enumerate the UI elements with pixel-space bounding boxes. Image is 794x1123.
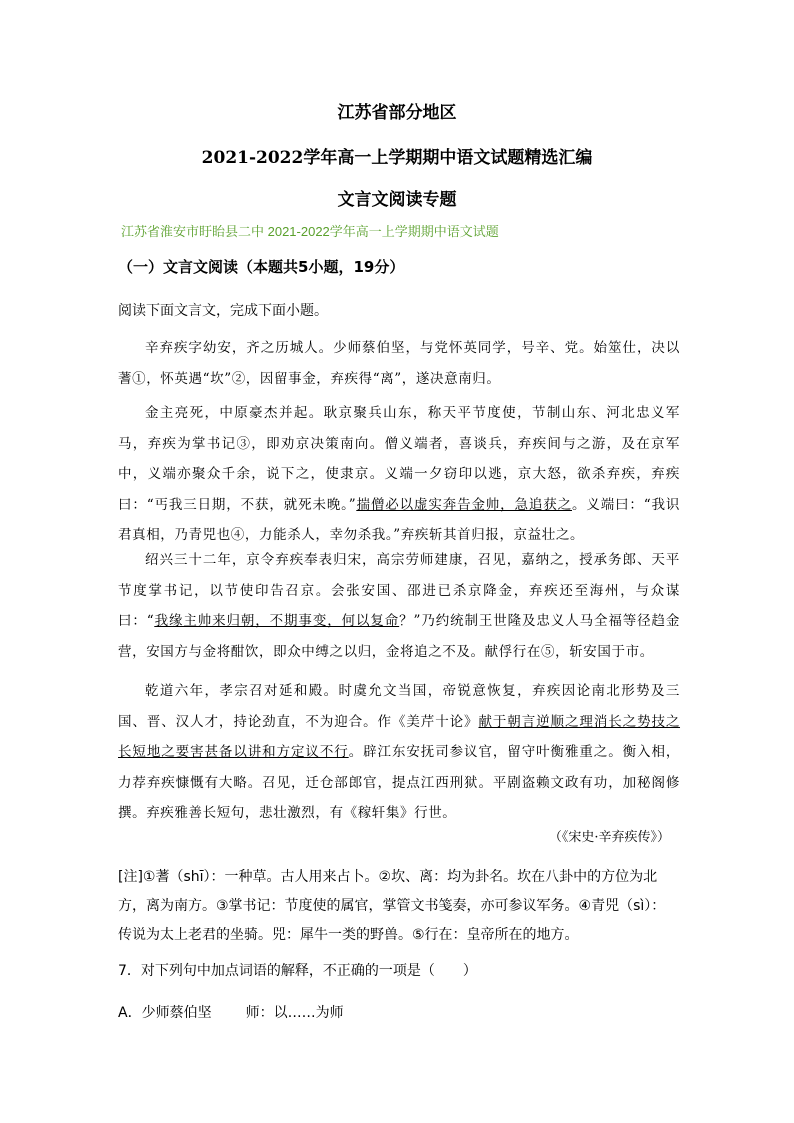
document-title-topic: 文言文阅读专题 xyxy=(337,190,457,210)
passage-text: 绍兴三十二年，京令弃疾奉表归宋，高宗劳师建康，召见，嘉纳之，授承务郎、天平节度掌书记，以节使印告召京。会张安国、邵进已杀京降金，弃疾还至海州，与众谋曰：“ xyxy=(118,552,680,629)
underlined-sentence: 揣僧必以虚实奔告金帅，急追获之 xyxy=(356,496,572,513)
passage-citation: （《宋史·辛弃疾传》） xyxy=(548,830,670,845)
option-a-gloss: 师：以……为师 xyxy=(245,1005,344,1021)
passage-text: 辛弃疾字幼安，齐之历城人。少师蔡伯坚，与党怀英同学，号辛、党。始筮仕，决以蓍①，怀英遇“坎”②，因留事金，弃疾得“离”，遂决意南归。 xyxy=(118,340,680,387)
passage-paragraph-1 xyxy=(118,333,680,394)
annotation-notes: [注]①蓍（shī）：一种草。古人用来占卜。②坎、离：均为卦名。坎在八卦中的方位为北方，离为南方。③掌书记：节度使的属官，掌管文书笺奏，亦可参议军务。④青兕（sì）：传说为太上老君的坐骑。兕：犀牛一类的野兽。⑤行在：皇帝所在的地方。 xyxy=(118,869,666,943)
underlined-sentence: 我缘主帅来归朝，不期事变，何以复命 xyxy=(154,613,400,629)
document-title-region: 江苏省部分地区 xyxy=(337,103,457,123)
section-heading: （一）文言文阅读（本题共5小题，19分） xyxy=(118,258,405,276)
underlined-sentence: 献于朝言逆顺之理消长之势技之长短地之要害甚备以讲和方定议不行 xyxy=(118,713,681,760)
document-title-exam: 2021-2022学年高一上学期期中语文试题精选汇编 xyxy=(201,148,593,168)
question-7-option-a xyxy=(118,1002,344,1022)
passage-paragraph-2 xyxy=(118,398,680,551)
passage-text: 。义端曰：“我识君真相，乃青兕也④，力能杀人，幸勿杀我。”弃疾斩其首归报，京益壮之。 xyxy=(118,496,681,543)
passage-paragraph-4 xyxy=(118,676,680,829)
passage-text: 金主亮死，中原豪杰并起。耿京聚兵山东，称天平节度使，节制山东、河北忠义军马，弃疾为掌书记③，即劝京决策南向。僧义端者，喜谈兵，弃疾间与之游，及在京军中，义端亦聚众千余，说下之，使隶京。义端一夕窃印以逃，京大怒，欲杀弃疾，弃疾曰：“丐我三日期，不获，就死未晚。” xyxy=(118,405,680,513)
option-a-phrase: A．少师蔡伯坚 xyxy=(118,1005,212,1021)
passage-paragraph-3 xyxy=(118,545,680,667)
passage-text: ？”乃约统制王世隆及忠义人马全福等径趋金营，安国方与金将酣饮，即众中缚之以归，金将追之不及。献俘行在⑤，斩安国于市。 xyxy=(118,613,681,660)
reading-instruction: 阅读下面文言文，完成下面小题。 xyxy=(118,303,328,319)
source-line: 江苏省淮安市盱眙县二中 2021-2022学年高一上学期期中语文试题 xyxy=(121,224,499,239)
question-7-stem: 7．对下列句中加点词语的解释，不正确的一项是（ ） xyxy=(118,963,477,979)
passage-text: 乾道六年，孝宗召对延和殿。时虞允文当国，帝锐意恢复，弃疾因论南北形势及三国、晋、汉人才，持论劲直，不为迎合。作《美芹十论》 xyxy=(118,683,680,730)
passage-text: 。辟江东安抚司参议官，留守叶衡雅重之。衡入相，力荐弃疾慷慨有大略。召见，迁仓部郎官，提点江西刑狱。平剧盗赖文政有功，加秘阁修撰。弃疾雅善长短句，悲壮激烈，有《稼轩集》行世。 xyxy=(118,744,680,821)
